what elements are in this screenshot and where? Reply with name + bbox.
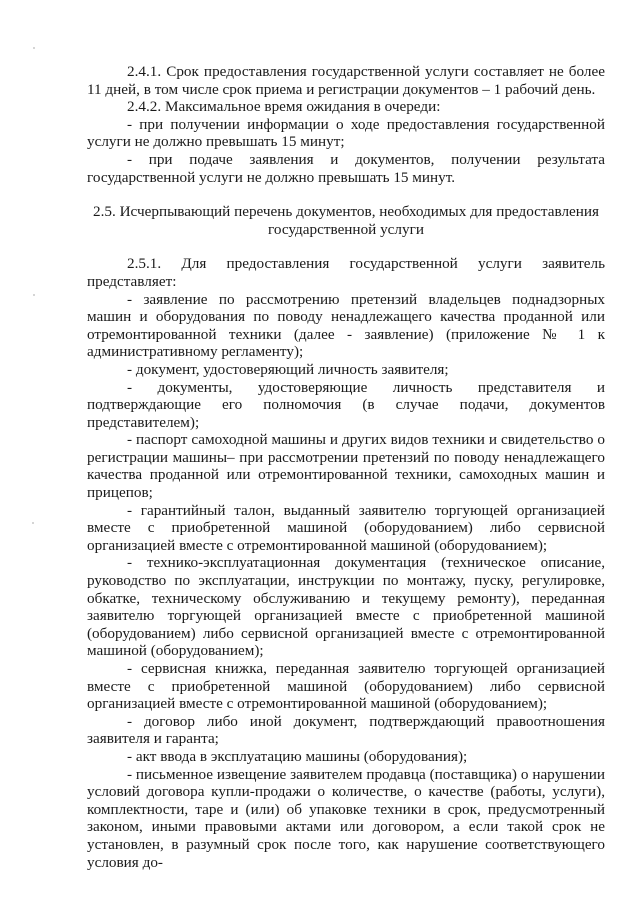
list-item-commissioning-act: - акт ввода в эксплуатацию машины (оборудования); (127, 747, 468, 765)
paragraph-2-4-2: 2.4.2. Максимальное время ожидания в очереди: (127, 98, 441, 116)
list-item-technical-documentation: - технико-эксплуатационная документация (техническое описание, руководство по эксплуатации, инструкции по монтажу, пуску, регулировке, обкатке, техническому обслуживанию и текущему ремонту), переданная заявителю торгующей организацией вместе с приобретенной машиной (оборудованием) либо сервисной организацией вместе с отремонтированной машиной (оборудованием); (87, 554, 605, 660)
section-heading-2-5: 2.5. Исчерпывающий перечень документов, необходимых для предоставления государственной услуги (92, 203, 600, 238)
list-item-service-book: - сервисная книжка, переданная заявителю торгующей организацией вместе с приобретенной машиной (оборудованием) либо сервисной организацией вместе с отремонтированной машиной (оборудованием); (87, 660, 605, 713)
scan-speck (32, 522, 34, 524)
list-item-contract: - договор либо иной документ, подтверждающий правоотношения заявителя и гаранта; (87, 712, 605, 748)
list-item-warranty-coupon: - гарантийный талон, выданный заявителю торгующей организацией вместе с приобретенной машиной (оборудованием) либо сервисной организацией вместе с отремонтированной машиной (оборудованием); (87, 501, 605, 554)
list-item-representative-documents: - документы, удостоверяющие личность представителя и подтверждающие его полномочия (в случае подачи, документов представителем); (87, 378, 605, 431)
paragraph-2-4-1: 2.4.1. Срок предоставления государственной услуги составляет не более 11 дней, в том числе срок приема и регистрации документов – 1 рабочий день. (87, 63, 605, 98)
document-body (87, 63, 605, 871)
scan-speck (33, 47, 35, 49)
paragraph-2-5-1: 2.5.1. Для предоставления государственной услуги заявитель представляет: (87, 255, 605, 290)
list-item-identity-document: - документ, удостоверяющий личность заявителя; (127, 360, 449, 378)
list-item-application: - заявление по рассмотрению претензий владельцев поднадзорных машин и оборудования по поводу ненадлежащего качества проданной или отремонтированной техники (далее - заявление) (приложение № 1 к административному регламенту); (87, 290, 605, 361)
list-item-info-wait: - при получении информации о ходе предоставления государственной услуги не должно превышать 15 минут; (87, 115, 605, 151)
scan-speck (33, 294, 35, 296)
list-item-machine-passport: - паспорт самоходной машины и других видов техники и свидетельство о регистрации машины– при рассмотрении претензий по поводу ненадлежащего качества проданной или отремонтированной техники, самоходных машин и прицепов; (87, 431, 605, 502)
list-item-written-notice: - письменное извещение заявителем продавца (поставщика) о нарушении условий договора купли-продажи о количестве, о качестве (работы, услуги), комплектности, таре и (или) об упаковке техники в срок, предусмотренный законом, иными правовыми актами или договором, а если такой срок не установлен, в разумный срок после того, как нарушение соответствующего условия до- (87, 765, 605, 871)
list-item-submission-wait: - при подаче заявления и документов, получении результата государственной услуги не должно превышать 15 минут. (87, 150, 605, 186)
